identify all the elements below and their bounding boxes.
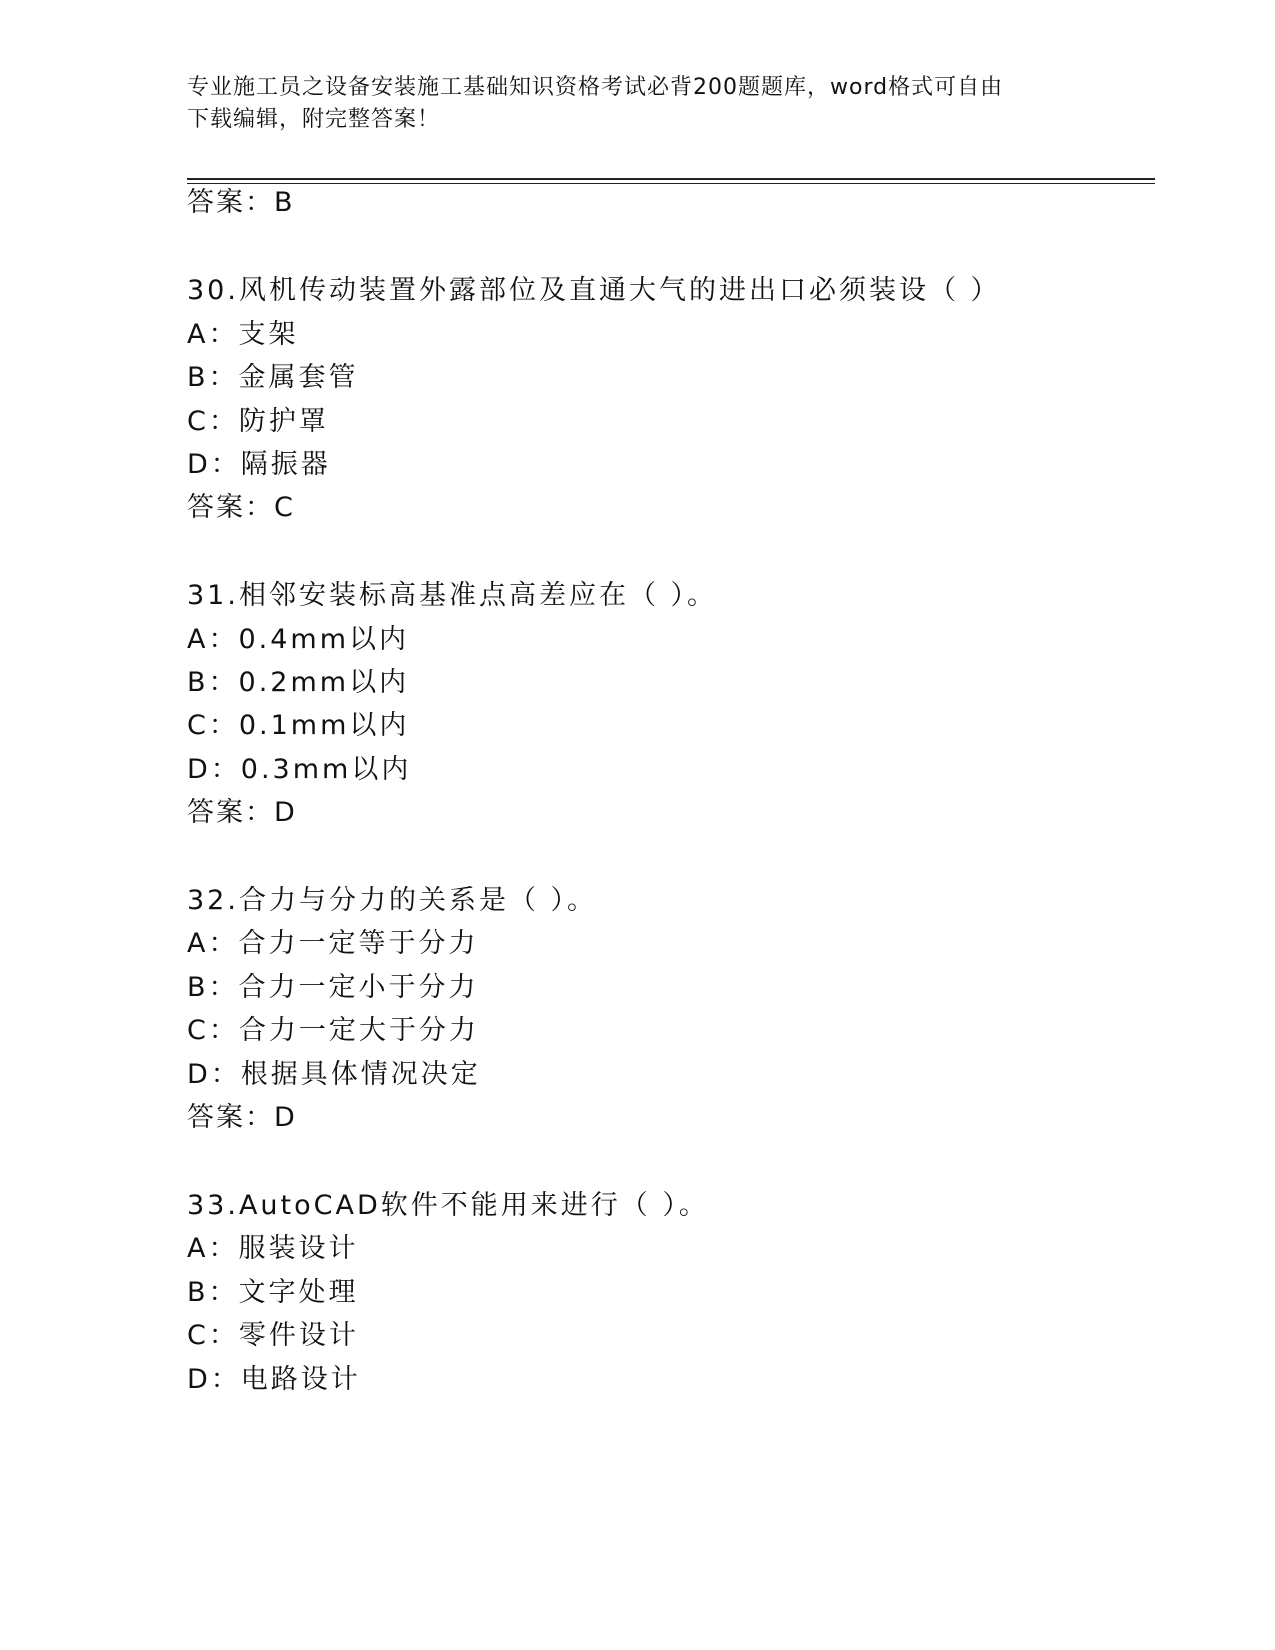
question-31: 31.相邻安装标高基准点高差应在（ ）。 [187, 580, 718, 611]
q32-option-d: D：根据具体情况决定 [187, 1059, 481, 1090]
q31-answer: 答案：D [187, 797, 297, 828]
header-line-1: 专业施工员之设备安装施工基础知识资格考试必背200题题库，word格式可自由 [187, 75, 1004, 100]
q32-option-a: A：合力一定等于分力 [187, 928, 479, 959]
header-divider-thick [187, 178, 1155, 180]
q33-option-d: D：电路设计 [187, 1364, 361, 1395]
document-header [187, 72, 1087, 136]
question-32: 32.合力与分力的关系是（ ）。 [187, 885, 598, 916]
q30-option-a: A：支架 [187, 319, 299, 350]
q33-option-c: C：零件设计 [187, 1320, 359, 1351]
q31-option-b: B：0.2mm以内 [187, 667, 410, 698]
q30-option-b: B：金属套管 [187, 362, 359, 393]
q31-option-d: D：0.3mm以内 [187, 754, 412, 785]
q31-option-a: A：0.4mm以内 [187, 624, 410, 655]
q33-option-b: B：文字处理 [187, 1277, 359, 1308]
q30-option-d: D：隔振器 [187, 449, 331, 480]
question-33: 33.AutoCAD软件不能用来进行（ ）。 [187, 1190, 709, 1221]
header-line-2: 下载编辑，附完整答案！ [187, 107, 441, 132]
q33-option-a: A：服装设计 [187, 1233, 359, 1264]
q30-answer: 答案：C [187, 492, 295, 523]
question-30: 30.风机传动装置外露部位及直通大气的进出口必须装设（ ） [187, 275, 1001, 306]
q32-option-c: C：合力一定大于分力 [187, 1015, 479, 1046]
header-divider-thin [187, 183, 1155, 184]
q30-option-c: C：防护罩 [187, 406, 329, 437]
q31-option-c: C：0.1mm以内 [187, 710, 410, 741]
q32-answer: 答案：D [187, 1102, 297, 1133]
answer-29: 答案：B [187, 187, 295, 218]
q32-option-b: B：合力一定小于分力 [187, 972, 479, 1003]
